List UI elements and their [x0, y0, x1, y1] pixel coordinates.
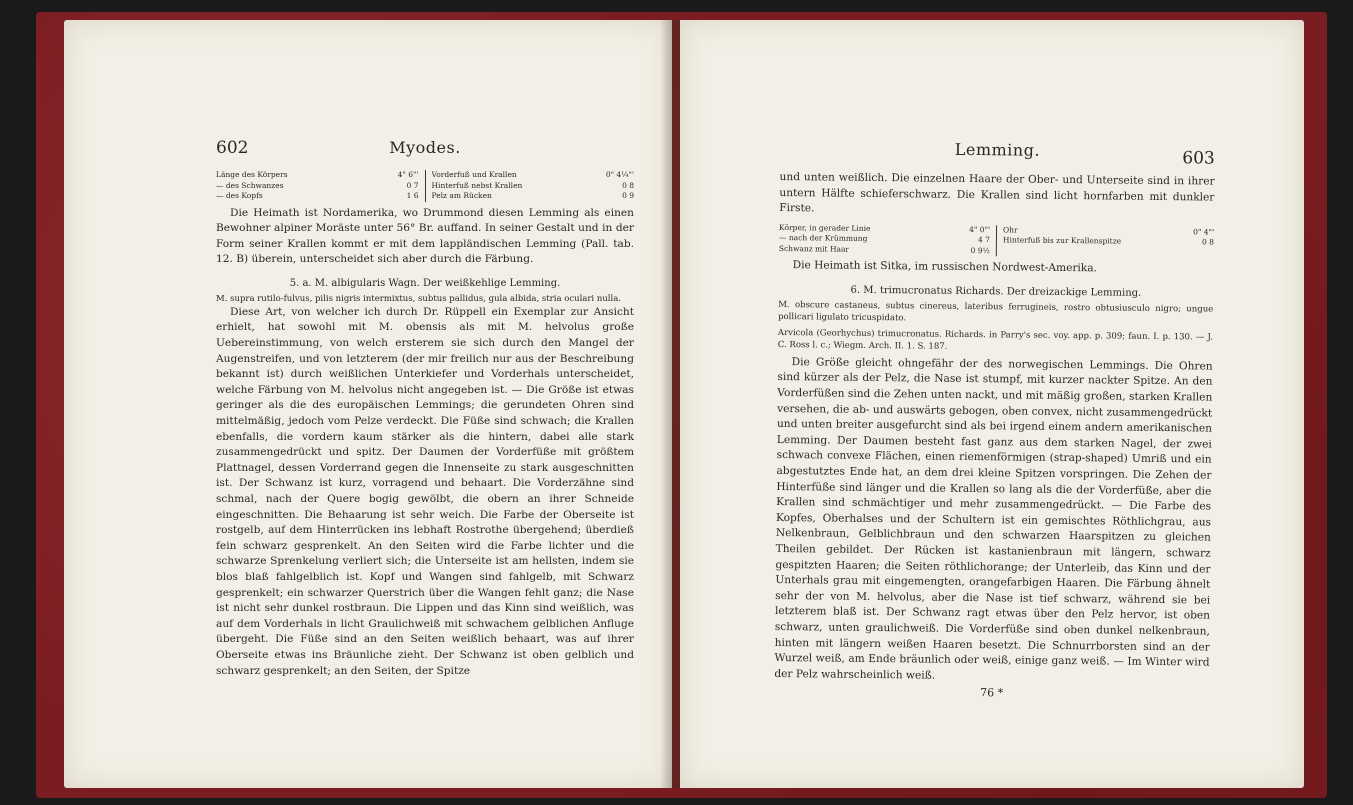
measurement-label: Länge des Körpers: [216, 170, 288, 179]
measurement-row: [216, 170, 419, 181]
body-paragraph: und unten weißlich. Die einzelnen Haare der Ober- und Unterseite sind in ihrer untern Hälfte schieferschwarz. Die Krallen sind licht hornfarben mit dunkler Firste.: [779, 170, 1215, 215]
measurement-label: Körper, in gerader Linie: [779, 222, 871, 233]
measurements-table: [216, 170, 634, 202]
running-head: [216, 138, 634, 160]
measurement-label: Pelz am Rücken: [431, 191, 492, 200]
species-heading: 5. a. M. albigularis Wagn. Der weißkehlige Lemming.: [289, 277, 561, 289]
measurements-column: [779, 223, 990, 257]
measurement-row: [216, 191, 419, 202]
right-page-content: [774, 138, 1215, 702]
measurement-value: 4" 6"': [397, 170, 419, 179]
measurement-value: 0 8: [1201, 237, 1214, 247]
measurement-row: [432, 170, 635, 181]
measurement-row: [1003, 236, 1214, 249]
measurement-value: 0 9: [622, 191, 634, 200]
running-head: [780, 138, 1215, 169]
measurement-value: 0 7: [406, 180, 419, 190]
species-diagnosis: M. obscure castaneus, subtus cinereus, lateribus ferrugineis, rostro obtusiusculo nigro; ungue pollicari ligulato tricuspidato.: [778, 299, 1214, 324]
measurement-label: — des Kopfs: [216, 191, 263, 200]
running-title: Lemming.: [954, 139, 1041, 160]
measurement-row: [432, 181, 635, 192]
measurement-value: 0 9½: [970, 245, 990, 255]
measurement-label: — nach der Krümmung: [778, 233, 868, 244]
species-diagnosis: M. supra rutilo-fulvus, pilis nigris intermixtus, subtus pallidus, gula albida, stria oculari nulla.: [216, 293, 621, 304]
measurement-label: Ohr: [1003, 225, 1018, 235]
measurement-value: 0" 4¼"': [605, 170, 634, 179]
right-page: [680, 20, 1304, 788]
page-number: 603: [1182, 148, 1215, 169]
synonymy: Arvicola (Georhychus) trimucronatus. Richards. in Parry's sec. voy. app. p. 309; faun. I. p. 130. — J. C. Ross l. c.; Wiegm. Arch. II. 1. S. 187.: [777, 327, 1213, 352]
left-page: [64, 20, 672, 788]
measurements-column: [425, 170, 635, 202]
measurement-label: — des Schwanzes: [216, 180, 284, 190]
measurement-value: 4" 0"': [969, 224, 991, 234]
measurement-label: Vorderfuß und Krallen: [431, 170, 517, 179]
measurement-row: [216, 181, 419, 192]
measurement-row: [779, 244, 990, 257]
body-paragraph: Die Größe gleicht ohngefähr der des norwegischen Lemmings. Die Ohren sind kürzer als der Pelz, die Nase ist stumpf, mit kurzer nackter Spitze. An den Vorderfüßen sind die Zehen unten nackt, und mit mäßig großen, starken Krallen versehen, die ab- und auswärts gebogen, oben convex, nicht zusammengedrückt und unten breiter ausgefurcht sind als bei irgend einem andern amerikanischen Lemming. Der Daumen besteht fast ganz aus dem starken Nagel, der zwei schwach convexe Flächen, einen riemenförmigen (strap-shaped) Umriß und ein abgestutztes Ende hat, an dem drei kleine Spitzen vorspringen. Die Zehen der Hinterfüße sind länger und die Krallen so lang als die der Vorderfüße, aber die Krallen sind schmächtiger und mehr zusammengedrückt. — Die Farbe des Kopfes, Oberhalses und der Schultern ist ein gemischtes Röthlichgrau, aus Nelkenbraun, Gelblichbraun und den schwarzen Haarspitzen zu gleichen Theilen gebildet. Der Rücken ist kastanienbraun mit längern, schwarz gespitzten Haaren; die Seiten röthlichorange; der Unterleib, das Kinn und der Unterhals grau mit eingemengten, orangefarbigen Haaren. Die Färbung ähnelt sehr der von M. helvolus, aber die Nase ist tief schwarz, während sie bei letzterem blaß ist. Der Schwanz ragt etwas über den Pelz hervor, ist oben schwarz, unten graulichweiß. Die Vorderfüße sind oben dunkel nelkenbraun, hinten mit längern weißen Haaren besetzt. Die Schnurrborsten sind an der Wurzel weiß, am Ende bräunlich oder weiß, einige ganz weiß. — Im Winter wird der Pelz wahrscheinlich weiß.: [774, 356, 1213, 682]
measurement-value: 1 6: [406, 191, 419, 200]
measurement-value: 0" 4"': [1193, 227, 1215, 237]
body-paragraph: Die Heimath ist Nordamerika, wo Drummond diesen Lemming als einen Bewohner alpiner Moräste unter 56° Br. auffand. In seiner Gestalt und in der Form seiner Krallen kommt er mit dem lappländischen Lemming (Pall. tab. 12. B) überein, unterscheidet sich aber durch die Färbung.: [216, 206, 634, 266]
left-page-content: [216, 138, 634, 679]
body-paragraph: Diese Art, von welcher ich durch Dr. Rüppell ein Exemplar zur Ansicht erhielt, hat sowohl mit M. obensis als mit M. helvolus große Uebereinstimmung, von welch ersterem sie sich durch den Mangel der Augenstreifen, und von letzterem (der mir freilich nur aus der Beschreibung bekannt ist) durch weißlichen Unterkiefer und Vorderhals unterscheidet, welche Färbung von M. helvolus nicht angegeben ist. — Die Größe ist etwas geringer als die des europäischen Lemmings; die gerundeten Ohren sind mittelmäßig, jedoch vom Pelze verdeckt. Die Füße sind schwach; die Krallen ebenfalls, die vordern kaum stärker als die hintern, dabei alle stark zusammengedrückt und spitz. Der Daumen der Vorderfüße mit größtem Plattnagel, dessen Vorderrand gegen die Innenseite zu stark ausgeschnitten ist. Der Schwanz ist kurz, vorragend und behaart. Die Vorderzähne sind schmal, nach der Quere bogig gewölbt, die obern an ihrer Schneide eingeschnitten. Die Behaarung ist sehr weich. Die Farbe der Oberseite ist rostgelb, auf dem Hinterrücken ins lebhaft Rostrothe übergehend; überdieß fein schwarz gesprenkelt. An den Seiten wird die Farbe lichter und die schwarze Sprenkelung verliert sich; die Unterseite ist am hellsten, indem sie blos blaß fahlgelblich ist. Kopf und Wangen sind fahlgelb, mit Schwarz gesprenkelt; ein schwarzer Querstrich über die Wangen fehlt ganz; die Nase ist nicht sehr dunkel rostbraun. Die Lippen und das Kinn sind weißlich, was auf dem Vorderhals in licht Graulichweiß mit schwachem gelblichen Anfluge übergeht. Die Füße sind an den Seiten weißlich behaart, was auf ihrer Oberseite etwas ins Bräunliche zieht. Der Schwanz ist oben gelblich und schwarz gesprenkelt; an den Seiten, der Spitze: [216, 305, 634, 677]
signature-mark: 76 *: [980, 686, 1004, 700]
measurement-label: Hinterfuß nebst Krallen: [431, 180, 523, 190]
measurement-value: 4 7: [977, 235, 990, 245]
species-heading: 6. M. trimucronatus Richards. Der dreizackige Lemming.: [850, 284, 1142, 299]
page-number: 602: [216, 138, 249, 158]
measurement-label: Schwanz mit Haar: [778, 243, 850, 254]
measurements-column: [996, 225, 1214, 259]
measurement-label: Hinterfuß bis zur Krallenspitze: [1002, 235, 1122, 246]
measurements-column: [216, 170, 419, 202]
measurement-row: [432, 191, 635, 202]
body-paragraph: Die Heimath ist Sitka, im russischen Nordwest-Amerika.: [792, 259, 1097, 275]
running-title: Myodes.: [389, 138, 461, 157]
measurements-table: [779, 223, 1214, 259]
measurement-value: 0 8: [622, 180, 634, 190]
